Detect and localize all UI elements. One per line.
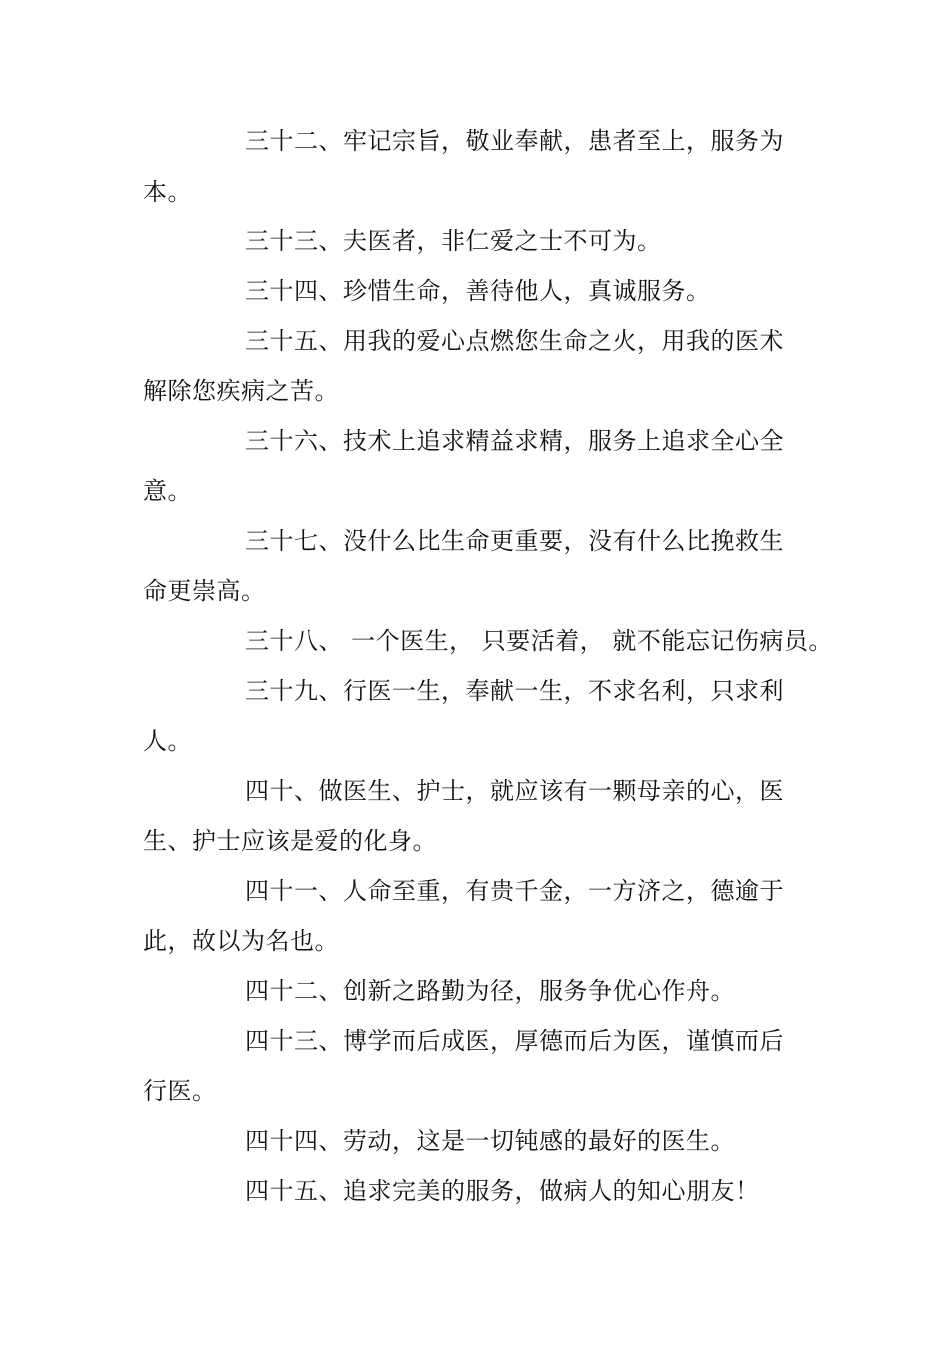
text-line: 生、护士应该是爱的化身。	[143, 827, 437, 855]
text-line: 四十四、劳动，这是一切钝感的最好的医生。	[245, 1127, 735, 1155]
text-line: 三十七、没什么比生命更重要，没有什么比挽救生	[245, 527, 784, 555]
text-line: 命更崇高。	[143, 577, 266, 605]
text-line: 本。	[143, 178, 192, 206]
text-line: 四十三、博学而后成医，厚德而后为医，谨慎而后	[245, 1027, 784, 1055]
text-line: 四十、做医生、护士，就应该有一颗母亲的心，医	[245, 777, 784, 805]
text-line: 四十五、追求完美的服务，做病人的知心朋友！	[245, 1177, 760, 1205]
text-line: 四十二、创新之路勤为径，服务争优心作舟。	[245, 977, 735, 1005]
text-line: 四十一、人命至重，有贵千金，一方济之，德逾于	[245, 877, 784, 905]
text-line: 此，故以为名也。	[143, 927, 339, 955]
text-line: 三十八、 一个医生， 只要活着， 就不能忘记伤病员。	[245, 627, 833, 655]
text-line: 三十二、牢记宗旨，敬业奉献，患者至上，服务为	[245, 127, 784, 155]
text-line: 三十四、珍惜生命，善待他人，真诚服务。	[245, 277, 711, 305]
text-line: 三十九、行医一生，奉献一生，不求名利，只求利	[245, 677, 784, 705]
text-line: 三十六、技术上追求精益求精，服务上追求全心全	[245, 427, 784, 455]
text-line: 意。	[143, 477, 192, 505]
text-line: 行医。	[143, 1077, 217, 1105]
text-line: 三十三、夫医者，非仁爱之士不可为。	[245, 227, 662, 255]
text-line: 三十五、用我的爱心点燃您生命之火，用我的医术	[245, 327, 784, 355]
text-line: 人。	[143, 727, 192, 755]
text-line: 解除您疾病之苦。	[143, 377, 339, 405]
